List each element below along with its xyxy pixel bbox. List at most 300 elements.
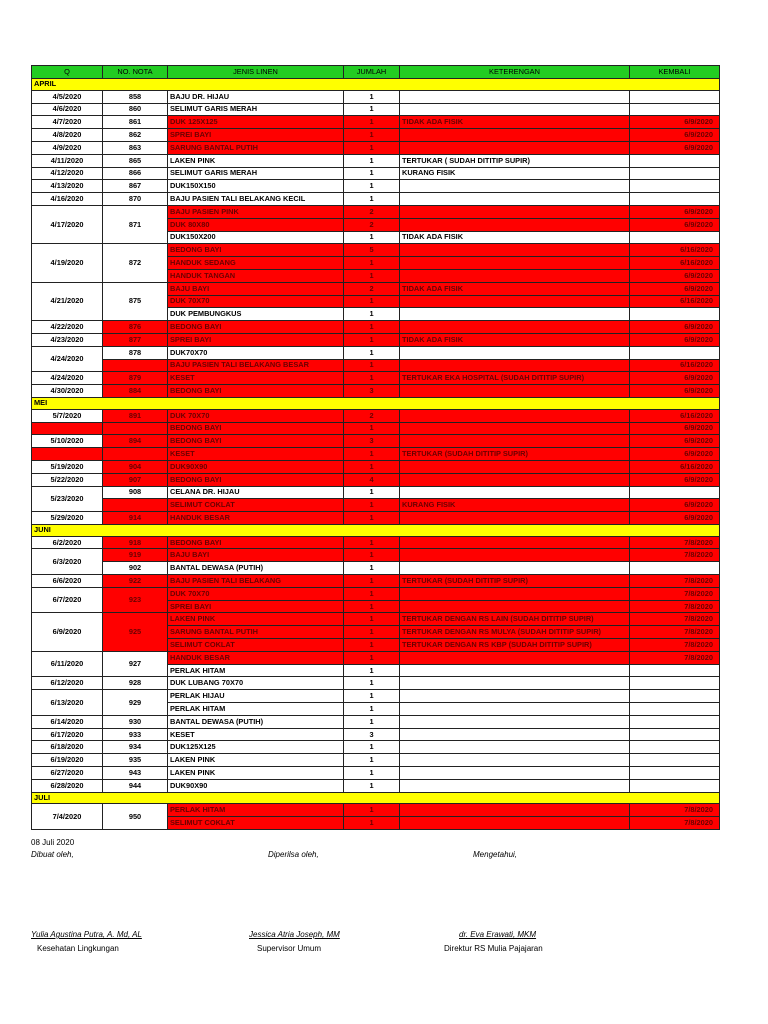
return-date-cell [630, 715, 720, 728]
return-date-cell [630, 103, 720, 116]
date-cell [32, 422, 103, 435]
return-date-cell: 6/9/2020 [630, 435, 720, 448]
date-cell: 6/17/2020 [32, 728, 103, 741]
linen-type-cell: DUK125X125 [168, 741, 344, 754]
date-cell: 4/7/2020 [32, 116, 103, 129]
remark-cell [400, 308, 630, 321]
signer-1-role: Kesehatan Lingkungan [37, 944, 119, 953]
nota-cell [103, 499, 168, 512]
quantity-cell: 1 [344, 741, 400, 754]
header-jumlah: JUMLAH [344, 66, 400, 79]
nota-cell: 875 [103, 282, 168, 320]
quantity-cell: 1 [344, 779, 400, 792]
quantity-cell: 1 [344, 141, 400, 154]
return-date-cell [630, 167, 720, 180]
remark-cell [400, 103, 630, 116]
nota-cell: 872 [103, 244, 168, 282]
nota-cell: 860 [103, 103, 168, 116]
date-cell: 4/11/2020 [32, 154, 103, 167]
quantity-cell: 1 [344, 346, 400, 359]
quantity-cell: 2 [344, 218, 400, 231]
return-date-cell [630, 346, 720, 359]
remark-cell [400, 767, 630, 780]
table-row [32, 690, 720, 703]
linen-type-cell: BANTAL DEWASA (PUTIH) [168, 562, 344, 575]
return-date-cell [630, 703, 720, 716]
nota-cell: 927 [103, 651, 168, 677]
table-row [32, 372, 720, 385]
quantity-cell: 1 [344, 512, 400, 525]
return-date-cell [630, 767, 720, 780]
quantity-cell: 2 [344, 282, 400, 295]
linen-type-cell: KESET [168, 448, 344, 461]
table-row [32, 473, 720, 486]
nota-cell: 877 [103, 333, 168, 346]
remark-cell [400, 473, 630, 486]
quantity-cell: 1 [344, 295, 400, 308]
table-row [32, 359, 720, 372]
signer-2-role: Supervisor Umum [257, 944, 322, 953]
table-row [32, 129, 720, 142]
nota-cell: 919 [103, 549, 168, 562]
date-cell: 7/4/2020 [32, 804, 103, 830]
nota-cell: 870 [103, 193, 168, 206]
month-row [32, 792, 720, 804]
nota-cell: 878 [103, 346, 168, 359]
linen-type-cell: CELANA DR. HIJAU [168, 486, 344, 499]
quantity-cell: 1 [344, 690, 400, 703]
return-date-cell: 6/16/2020 [630, 359, 720, 372]
remark-cell [400, 779, 630, 792]
table-row [32, 767, 720, 780]
remark-cell [400, 193, 630, 206]
remark-cell: KURANG FISIK [400, 167, 630, 180]
linen-type-cell: BAJU BAYI [168, 549, 344, 562]
quantity-cell: 1 [344, 804, 400, 817]
remark-cell: TERTUKAR EKA HOSPITAL (SUDAH DITITIP SUPIR) [400, 372, 630, 385]
nota-cell: 929 [103, 690, 168, 716]
linen-type-cell: DUK PEMBUNGKUS [168, 308, 344, 321]
linen-type-cell: BAJU PASIEN TALI BELAKANG BESAR [168, 359, 344, 372]
remark-cell: TIDAK ADA FISIK [400, 231, 630, 244]
return-date-cell: 6/9/2020 [630, 321, 720, 334]
return-date-cell: 6/9/2020 [630, 422, 720, 435]
return-date-cell: 7/8/2020 [630, 549, 720, 562]
table-row [32, 804, 720, 817]
linen-type-cell: SPREI BAYI [168, 333, 344, 346]
linen-type-cell: BAJU PASIEN TALI BELAKANG [168, 575, 344, 588]
date-cell: 6/3/2020 [32, 549, 103, 575]
nota-cell: 894 [103, 435, 168, 448]
remark-cell [400, 257, 630, 270]
return-date-cell: 6/9/2020 [630, 448, 720, 461]
return-date-cell [630, 231, 720, 244]
quantity-cell: 1 [344, 562, 400, 575]
return-date-cell: 7/8/2020 [630, 817, 720, 830]
remark-cell [400, 321, 630, 334]
nota-cell: 933 [103, 728, 168, 741]
return-date-cell: 6/16/2020 [630, 295, 720, 308]
linen-type-cell: PERLAK HITAM [168, 664, 344, 677]
quantity-cell: 1 [344, 167, 400, 180]
return-date-cell: 7/8/2020 [630, 639, 720, 652]
table-row [32, 422, 720, 435]
remark-cell [400, 664, 630, 677]
remark-cell: TERTUKAR (SUDAH DITITIP SUPIR) [400, 448, 630, 461]
remark-cell [400, 141, 630, 154]
date-cell: 4/17/2020 [32, 205, 103, 243]
remark-cell: TERTUKAR DENGAN RS LAIN (SUDAH DITITIP SUPIR) [400, 613, 630, 626]
date-cell: 4/6/2020 [32, 103, 103, 116]
quantity-cell: 1 [344, 321, 400, 334]
remark-cell: TERTUKAR DENGAN RS MULYA (SUDAH DITITIP SUPIR) [400, 626, 630, 639]
return-date-cell [630, 154, 720, 167]
linen-type-cell: LAKEN PINK [168, 767, 344, 780]
nota-cell: 871 [103, 205, 168, 243]
remark-cell [400, 385, 630, 398]
linen-type-cell: LAKEN PINK [168, 154, 344, 167]
linen-type-cell: BEDONG BAYI [168, 385, 344, 398]
linen-type-cell: HANDUK BESAR [168, 651, 344, 664]
header-kembali: KEMBALI [630, 66, 720, 79]
return-date-cell: 7/8/2020 [630, 651, 720, 664]
month-label: APRIL [32, 79, 720, 91]
table-row [32, 321, 720, 334]
date-cell: 5/29/2020 [32, 512, 103, 525]
nota-cell: 950 [103, 804, 168, 830]
table-row [32, 741, 720, 754]
remark-cell [400, 651, 630, 664]
quantity-cell: 5 [344, 244, 400, 257]
quantity-cell: 1 [344, 372, 400, 385]
quantity-cell: 1 [344, 767, 400, 780]
date-cell: 5/23/2020 [32, 486, 103, 512]
table-row [32, 460, 720, 473]
remark-cell [400, 180, 630, 193]
nota-cell: 861 [103, 116, 168, 129]
remark-cell [400, 690, 630, 703]
remark-cell [400, 422, 630, 435]
table-row [32, 244, 720, 257]
date-cell: 4/8/2020 [32, 129, 103, 142]
return-date-cell: 6/9/2020 [630, 282, 720, 295]
table-row [32, 754, 720, 767]
quantity-cell: 1 [344, 639, 400, 652]
nota-cell: 928 [103, 677, 168, 690]
return-date-cell: 6/9/2020 [630, 372, 720, 385]
table-row [32, 180, 720, 193]
quantity-cell: 1 [344, 193, 400, 206]
quantity-cell: 3 [344, 385, 400, 398]
return-date-cell: 6/9/2020 [630, 141, 720, 154]
linen-type-cell: KESET [168, 728, 344, 741]
return-date-cell: 6/9/2020 [630, 385, 720, 398]
return-date-cell [630, 562, 720, 575]
nota-cell: 876 [103, 321, 168, 334]
table-row [32, 435, 720, 448]
header-row [32, 66, 720, 79]
table-row [32, 141, 720, 154]
nota-cell: 858 [103, 90, 168, 103]
date-cell: 6/28/2020 [32, 779, 103, 792]
nota-cell: 934 [103, 741, 168, 754]
linen-type-cell: BEDONG BAYI [168, 321, 344, 334]
return-date-cell [630, 180, 720, 193]
remark-cell [400, 677, 630, 690]
return-date-cell: 6/9/2020 [630, 512, 720, 525]
table-row [32, 499, 720, 512]
return-date-cell: 7/8/2020 [630, 626, 720, 639]
signer-3-role: Direktur RS Mulia Pajajaran [444, 944, 543, 953]
remark-cell [400, 460, 630, 473]
nota-cell: 908 [103, 486, 168, 499]
quantity-cell: 1 [344, 600, 400, 613]
date-cell: 4/24/2020 [32, 346, 103, 372]
nota-cell: 930 [103, 715, 168, 728]
return-date-cell: 6/9/2020 [630, 116, 720, 129]
table-row [32, 205, 720, 218]
remark-cell: TERTUKAR DENGAN RS KBP (SUDAH DITITIP SUPIR) [400, 639, 630, 652]
quantity-cell: 1 [344, 422, 400, 435]
return-date-cell [630, 741, 720, 754]
table-row [32, 486, 720, 499]
linen-type-cell: HANDUK TANGAN [168, 269, 344, 282]
quantity-cell: 1 [344, 460, 400, 473]
linen-sheet [31, 65, 720, 830]
table-row [32, 282, 720, 295]
linen-type-cell: BEDONG BAYI [168, 435, 344, 448]
linen-type-cell: DUK90X90 [168, 779, 344, 792]
linen-type-cell: SELIMUT COKLAT [168, 817, 344, 830]
table-row [32, 448, 720, 461]
date-cell: 5/7/2020 [32, 409, 103, 422]
remark-cell [400, 409, 630, 422]
table-row [32, 346, 720, 359]
quantity-cell: 1 [344, 715, 400, 728]
quantity-cell: 1 [344, 257, 400, 270]
nota-cell: 884 [103, 385, 168, 398]
linen-type-cell: DUK 70X70 [168, 587, 344, 600]
nota-cell: 918 [103, 536, 168, 549]
remark-cell [400, 359, 630, 372]
nota-cell: 922 [103, 575, 168, 588]
remark-cell: TIDAK ADA FISIK [400, 282, 630, 295]
created-by-label: Dibuat oleh, [31, 850, 74, 859]
quantity-cell: 1 [344, 116, 400, 129]
remark-cell [400, 129, 630, 142]
remark-cell [400, 205, 630, 218]
nota-cell: 925 [103, 613, 168, 651]
date-cell: 6/12/2020 [32, 677, 103, 690]
signer-2-name: Jessica Atria Joseph, MM [249, 930, 340, 939]
nota-cell [103, 422, 168, 435]
quantity-cell: 1 [344, 549, 400, 562]
nota-cell: 863 [103, 141, 168, 154]
remark-cell [400, 435, 630, 448]
linen-type-cell: SARUNG BANTAL PUTIH [168, 141, 344, 154]
nota-cell: 944 [103, 779, 168, 792]
return-date-cell: 7/8/2020 [630, 600, 720, 613]
linen-type-cell: SELIMUT COKLAT [168, 499, 344, 512]
return-date-cell [630, 728, 720, 741]
nota-cell: 891 [103, 409, 168, 422]
return-date-cell [630, 677, 720, 690]
remark-cell [400, 562, 630, 575]
linen-type-cell: DUK150X150 [168, 180, 344, 193]
return-date-cell: 7/8/2020 [630, 804, 720, 817]
date-cell: 6/18/2020 [32, 741, 103, 754]
nota-cell: 862 [103, 129, 168, 142]
return-date-cell [630, 193, 720, 206]
remark-cell [400, 600, 630, 613]
nota-cell: 904 [103, 460, 168, 473]
table-row [32, 193, 720, 206]
nota-cell [103, 359, 168, 372]
linen-table [31, 65, 720, 830]
return-date-cell: 6/16/2020 [630, 460, 720, 473]
table-row [32, 715, 720, 728]
nota-cell: 914 [103, 512, 168, 525]
table-row [32, 549, 720, 562]
quantity-cell: 2 [344, 409, 400, 422]
return-date-cell [630, 90, 720, 103]
date-cell: 6/6/2020 [32, 575, 103, 588]
header-q: Q [32, 66, 103, 79]
checked-by-label: Diperilsa oleh, [268, 850, 319, 859]
table-row [32, 677, 720, 690]
remark-cell [400, 346, 630, 359]
month-label: JUNI [32, 524, 720, 536]
table-row [32, 116, 720, 129]
quantity-cell: 1 [344, 703, 400, 716]
date-cell: 6/27/2020 [32, 767, 103, 780]
quantity-cell: 1 [344, 536, 400, 549]
remark-cell [400, 817, 630, 830]
remark-cell [400, 218, 630, 231]
return-date-cell [630, 308, 720, 321]
quantity-cell: 1 [344, 333, 400, 346]
linen-type-cell: LAKEN PINK [168, 754, 344, 767]
quantity-cell: 1 [344, 613, 400, 626]
date-cell: 4/13/2020 [32, 180, 103, 193]
linen-type-cell: SARUNG BANTAL PUTIH [168, 626, 344, 639]
date-cell: 5/19/2020 [32, 460, 103, 473]
nota-cell: 935 [103, 754, 168, 767]
table-row [32, 103, 720, 116]
linen-type-cell: BEDONG BAYI [168, 422, 344, 435]
return-date-cell: 6/9/2020 [630, 218, 720, 231]
date-cell: 4/19/2020 [32, 244, 103, 282]
date-cell: 4/12/2020 [32, 167, 103, 180]
quantity-cell: 1 [344, 308, 400, 321]
table-row [32, 409, 720, 422]
signer-1-name: Yulia Agustina Putra, A. Md, AL [31, 930, 142, 939]
table-row [32, 728, 720, 741]
acknowledged-by-label: Mengetahui, [473, 850, 518, 859]
linen-type-cell: BANTAL DEWASA (PUTIH) [168, 715, 344, 728]
quantity-cell: 1 [344, 817, 400, 830]
quantity-cell: 4 [344, 473, 400, 486]
table-row [32, 512, 720, 525]
linen-type-cell: HANDUK SEDANG [168, 257, 344, 270]
date-cell: 6/13/2020 [32, 690, 103, 716]
header-nota: NO. NOTA [103, 66, 168, 79]
linen-type-cell: DUK150X200 [168, 231, 344, 244]
remark-cell: TERTUKAR (SUDAH DITITIP SUPIR) [400, 575, 630, 588]
quantity-cell: 1 [344, 651, 400, 664]
date-cell: 4/16/2020 [32, 193, 103, 206]
date-cell: 5/10/2020 [32, 435, 103, 448]
return-date-cell: 6/16/2020 [630, 409, 720, 422]
quantity-cell: 1 [344, 677, 400, 690]
date-cell: 6/19/2020 [32, 754, 103, 767]
linen-type-cell: SPREI BAYI [168, 129, 344, 142]
nota-cell: 943 [103, 767, 168, 780]
return-date-cell [630, 754, 720, 767]
table-row [32, 90, 720, 103]
remark-cell [400, 90, 630, 103]
return-date-cell: 7/8/2020 [630, 575, 720, 588]
date-cell: 5/22/2020 [32, 473, 103, 486]
linen-type-cell: BAJU PASIEN TALI BELAKANG KECIL [168, 193, 344, 206]
quantity-cell: 3 [344, 435, 400, 448]
date-cell: 4/9/2020 [32, 141, 103, 154]
month-row [32, 79, 720, 91]
quantity-cell: 1 [344, 499, 400, 512]
linen-type-cell: DUK 80X80 [168, 218, 344, 231]
linen-type-cell: DUK 125X125 [168, 116, 344, 129]
linen-type-cell: BEDONG BAYI [168, 244, 344, 257]
table-row [32, 613, 720, 626]
signer-3-name: dr. Eva Erawati, MKM [459, 930, 537, 939]
linen-type-cell: BAJU BAYI [168, 282, 344, 295]
linen-type-cell: BEDONG BAYI [168, 473, 344, 486]
date-cell: 6/7/2020 [32, 587, 103, 613]
return-date-cell: 6/9/2020 [630, 333, 720, 346]
linen-type-cell: DUK90X90 [168, 460, 344, 473]
nota-cell: 865 [103, 154, 168, 167]
return-date-cell: 7/8/2020 [630, 587, 720, 600]
quantity-cell: 1 [344, 103, 400, 116]
quantity-cell: 1 [344, 359, 400, 372]
linen-type-cell: PERLAK HITAM [168, 804, 344, 817]
remark-cell [400, 512, 630, 525]
linen-type-cell: LAKEN PINK [168, 613, 344, 626]
linen-type-cell: SPREI BAYI [168, 600, 344, 613]
linen-type-cell: SELIMUT COKLAT [168, 639, 344, 652]
quantity-cell: 1 [344, 575, 400, 588]
remark-cell [400, 549, 630, 562]
table-row [32, 154, 720, 167]
linen-type-cell: HANDUK BESAR [168, 512, 344, 525]
table-row [32, 167, 720, 180]
quantity-cell: 1 [344, 486, 400, 499]
quantity-cell: 1 [344, 754, 400, 767]
linen-type-cell: BAJU DR. HIJAU [168, 90, 344, 103]
month-label: MEI [32, 397, 720, 409]
quantity-cell: 1 [344, 448, 400, 461]
quantity-cell: 2 [344, 205, 400, 218]
linen-type-cell: DUK 70X70 [168, 409, 344, 422]
date-cell: 4/21/2020 [32, 282, 103, 320]
linen-type-cell: KESET [168, 372, 344, 385]
month-row [32, 524, 720, 536]
quantity-cell: 1 [344, 664, 400, 677]
return-date-cell [630, 664, 720, 677]
return-date-cell: 6/9/2020 [630, 205, 720, 218]
remark-cell [400, 536, 630, 549]
table-row [32, 587, 720, 600]
